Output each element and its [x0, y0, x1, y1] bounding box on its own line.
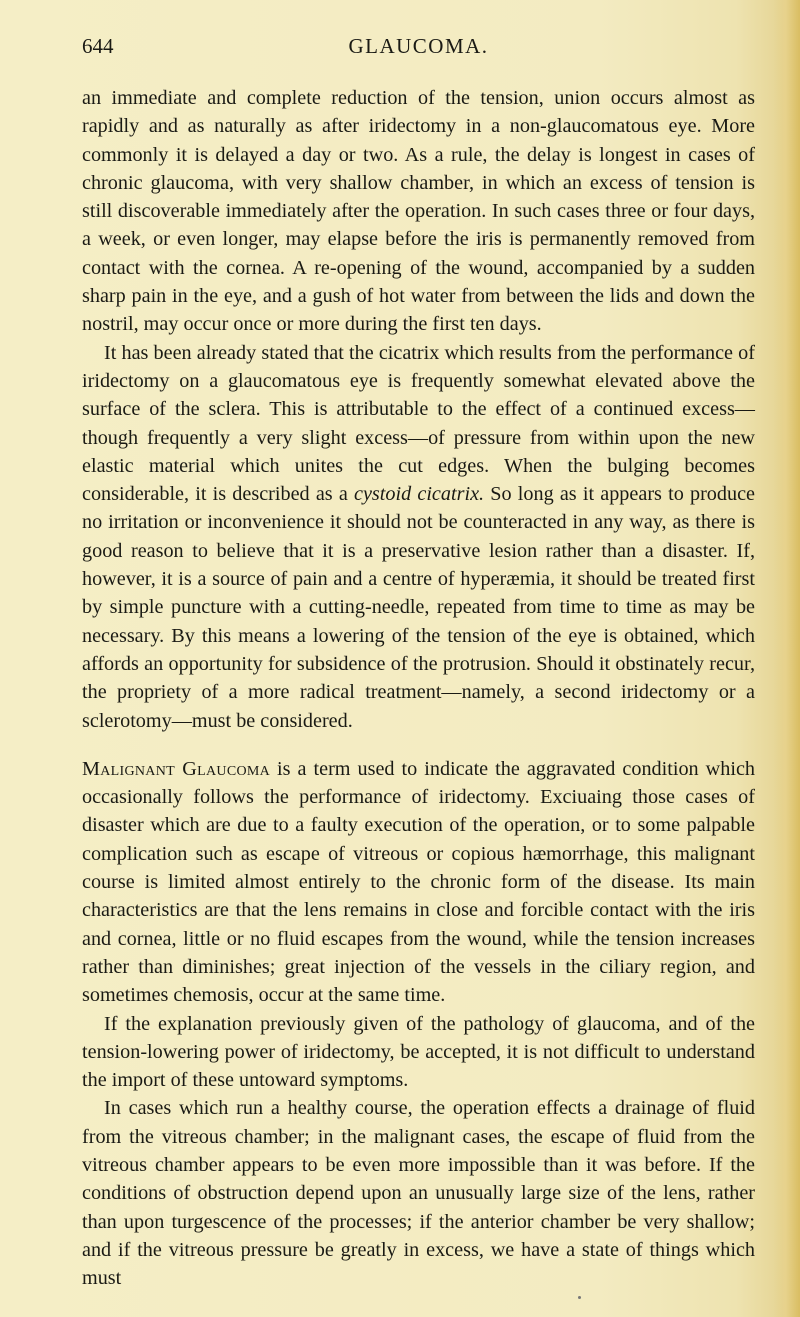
- paragraph-explanation: If the explanation previously given of the pathology of glaucoma, and of the tension-lowering power of iridectomy, be accepted, it is not difficult to understand the import of these untoward symptoms.: [82, 1012, 755, 1092]
- running-title: GLAUCOMA.: [348, 34, 489, 58]
- paragraph-cicatrix-text-b: So long as it appears to produce no irritation or inconvenience it should not be counteracted in any way, as there is good reason to believe that it is a preservative lesion rather than a disaster. If, however, it is a source of pain and a centre of hyperæmia, it should be treated first by simple puncture with a cutting-needle, repeated from time to time as may be necessary. By this means a lowering of the tension of the eye is obtained, which affords an opportunity for subsidence of the protrusion. Should it obstinately recur, the propriety of a more radical treatment—namely, a second iridectomy or a sclerotomy—must be considered.: [82, 483, 755, 732]
- print-speck: [578, 1296, 581, 1299]
- page-header: [82, 34, 755, 64]
- paragraph-malignant-glaucoma-text: is a term used to indicate the aggravated condition which occasionally follows the performance of iridectomy. Exciuaing those cases of disaster which are due to a faulty execution of the operation, or to some palpable complication such as escape of vitreous or copious hæmorrhage, this malignant course is limited almost entirely to the chronic form of the disease. Its main characteristics are that the lens remains in close and forcible contact with the iris and cornea, little or no fluid escapes from the wound, while the tension increases rather than diminishes; great injection of the vessels in the ciliary region, and sometimes chemosis, occur at the same time.: [82, 757, 755, 1007]
- body-text: [82, 84, 755, 1292]
- paragraph-wound-union: an immediate and complete reduction of the tension, union occurs almost as rapidly and as naturally as after iridectomy in a non-glaucomatous eye. More commonly it is delayed a day or two. As a rule, the delay is longest in cases of chronic glaucoma, with very shallow chamber, in which an excess of tension is still discoverable immediately after the operation. In such cases three or four days, a week, or even longer, may elapse before the iris is permanently removed from contact with the cornea. A re-opening of the wound, accompanied by a sudden sharp pain in the eye, and a gush of hot water from between the lids and down the nostril, may occur once or more during the first ten days.: [82, 87, 755, 336]
- section-heading-malignant-glaucoma: Malignant Glaucoma: [82, 757, 271, 780]
- paragraph-cicatrix: [82, 339, 755, 735]
- cystoid-cicatrix-term: cystoid cicatrix.: [354, 483, 485, 506]
- page-number: 644: [82, 34, 114, 58]
- paragraph-malignant-glaucoma: [82, 755, 755, 1010]
- page-edge-discoloration: [774, 0, 800, 1317]
- paragraph-cicatrix-text-a: It has been already stated that the cicatrix which results from the performance of iridectomy on a glaucomatous eye is frequently somewhat elevated above the surface of the sclera. This is attributable to the effect of a continued excess—though frequently a very slight excess—of pressure from within upon the new elastic material which unites the cut edges. When the bulging becomes considerable, it is described as a: [82, 341, 755, 506]
- paragraph-healthy-course: In cases which run a healthy course, the operation effects a drainage of fluid from the vitreous chamber; in the malignant cases, the escape of fluid from the vitreous chamber appears to be even more impossible than it was before. If the conditions of obstruction depend upon an unusually large size of the lens, rather than upon turgescence of the processes; if the anterior chamber be very shallow; and if the vitreous pressure be greatly in excess, we have a state of things which must: [82, 1097, 755, 1290]
